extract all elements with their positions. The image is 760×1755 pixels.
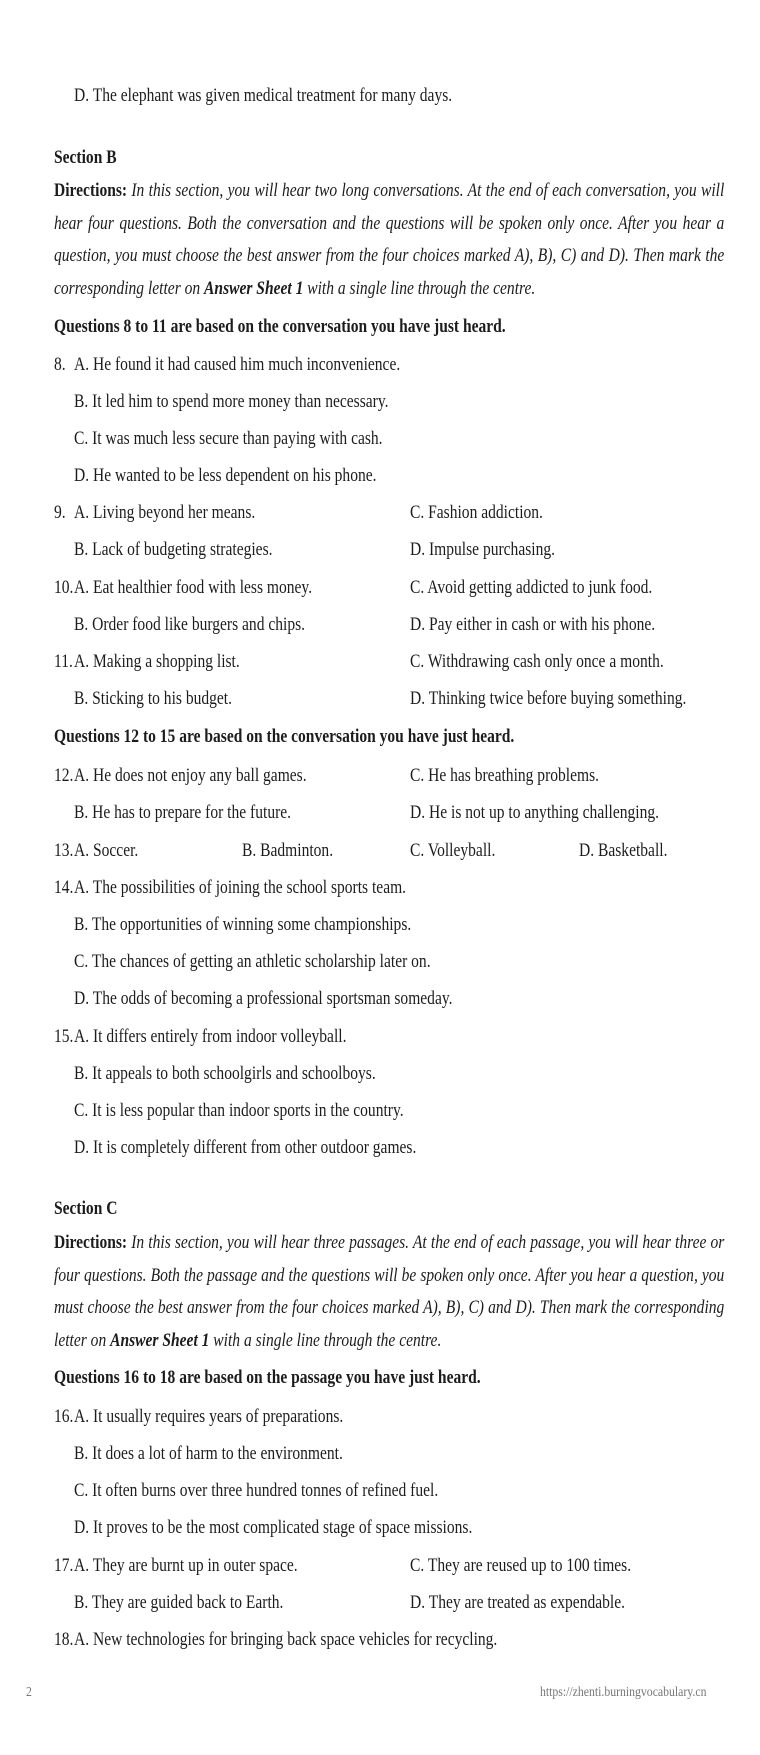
q9-option-d: D. Impulse purchasing.	[410, 540, 556, 560]
question-number: 9.	[54, 503, 66, 523]
q11-option-a: A. Making a shopping list.	[74, 652, 240, 672]
q12-option-c: C. He has breathing problems.	[410, 766, 600, 786]
question-group-heading: Questions 16 to 18 are based on the passage you have just heard.	[54, 1368, 481, 1388]
q13-option-d: D. Basketball.	[579, 841, 668, 861]
q11-option-d: D. Thinking twice before buying something.	[410, 689, 687, 709]
section-b-title: Section B	[54, 148, 117, 168]
q16-option-d: D. It proves to be the most complicated stage of space missions.	[74, 1518, 473, 1538]
q10-option-d: D. Pay either in cash or with his phone.	[410, 615, 656, 635]
q15-option-d: D. It is completely different from other outdoor games.	[74, 1138, 417, 1158]
directions-label: Directions:	[54, 181, 128, 201]
q8-option-b: B. It led him to spend more money than necessary.	[74, 392, 389, 412]
section-c-directions	[54, 1227, 724, 1357]
directions-text: In this section, you will hear two long conversations. At the end of each conversation, you will hear four questions. Both the conversation and the questions will be spoken only once. After you hear a question, you must choose the best answer from the four choices marked A), B), C) and D). Then mark the corresponding letter on	[54, 181, 725, 299]
q11-option-c: C. Withdrawing cash only once a month.	[410, 652, 664, 672]
source-url[interactable]: https://zhenti.burningvocabulary.cn	[540, 1685, 707, 1700]
question-number: 18.	[54, 1630, 74, 1650]
question-number: 14.	[54, 878, 74, 898]
q14-option-a: A. The possibilities of joining the school sports team.	[74, 878, 407, 898]
question-number: 15.	[54, 1027, 74, 1047]
answer-sheet-label: Answer Sheet 1	[204, 278, 304, 299]
question-number: 10.	[54, 578, 74, 598]
question-number: 17.	[54, 1556, 74, 1576]
q9-option-c: C. Fashion addiction.	[410, 503, 543, 523]
page-number: 2	[26, 1685, 32, 1700]
q17-option-b: B. They are guided back to Earth.	[74, 1593, 284, 1613]
directions-text-end: with a single line through the centre.	[303, 278, 536, 299]
directions-text: In this section, you will hear three passages. At the end of each passage, you will hear three or four questions. Both the passage and the questions will be spoken only once. After you hear a question, you must choose the best answer from the four choices marked A), B), C) and D). Then mark the corresponding letter on	[54, 1233, 725, 1351]
q13-option-a: A. Soccer.	[74, 841, 139, 861]
directions-label: Directions:	[54, 1233, 128, 1253]
q18-option-a: A. New technologies for bringing back space vehicles for recycling.	[74, 1630, 498, 1650]
q15-option-c: C. It is less popular than indoor sports in the country.	[74, 1101, 404, 1121]
q12-option-d: D. He is not up to anything challenging.	[410, 803, 660, 823]
question-group-heading: Questions 12 to 15 are based on the conversation you have just heard.	[54, 727, 515, 747]
q15-option-a: A. It differs entirely from indoor volleyball.	[74, 1027, 347, 1047]
q14-option-d: D. The odds of becoming a professional sportsman someday.	[74, 989, 453, 1009]
question-number: 12.	[54, 766, 74, 786]
q17-option-d: D. They are treated as expendable.	[410, 1593, 626, 1613]
directions-text-end: with a single line through the centre.	[209, 1330, 442, 1351]
q13-option-c: C. Volleyball.	[410, 841, 496, 861]
q17-option-c: C. They are reused up to 100 times.	[410, 1556, 632, 1576]
q15-option-b: B. It appeals to both schoolgirls and schoolboys.	[74, 1064, 376, 1084]
q14-option-b: B. The opportunities of winning some championships.	[74, 915, 412, 935]
q12-option-a: A. He does not enjoy any ball games.	[74, 766, 307, 786]
q8-option-c: C. It was much less secure than paying with cash.	[74, 429, 383, 449]
q13-option-b: B. Badminton.	[242, 841, 334, 861]
q10-option-c: C. Avoid getting addicted to junk food.	[410, 578, 653, 598]
q12-option-b: B. He has to prepare for the future.	[74, 803, 292, 823]
question-number: 8.	[54, 355, 66, 375]
q11-option-b: B. Sticking to his budget.	[74, 689, 232, 709]
q16-option-b: B. It does a lot of harm to the environment.	[74, 1444, 343, 1464]
question-number: 11.	[54, 652, 73, 672]
section-b-directions	[54, 175, 724, 305]
q16-option-c: C. It often burns over three hundred tonnes of refined fuel.	[74, 1481, 439, 1501]
q10-option-a: A. Eat healthier food with less money.	[74, 578, 313, 598]
section-c-title: Section C	[54, 1199, 118, 1219]
q7-option-d: D. The elephant was given medical treatment for many days.	[74, 86, 453, 106]
q10-option-b: B. Order food like burgers and chips.	[74, 615, 306, 635]
q9-option-b: B. Lack of budgeting strategies.	[74, 540, 273, 560]
q8-option-a: A. He found it had caused him much inconvenience.	[74, 355, 401, 375]
question-number: 13.	[54, 841, 74, 861]
question-group-heading: Questions 8 to 11 are based on the conversation you have just heard.	[54, 317, 506, 337]
q9-option-a: A. Living beyond her means.	[74, 503, 256, 523]
q8-option-d: D. He wanted to be less dependent on his phone.	[74, 466, 377, 486]
q14-option-c: C. The chances of getting an athletic scholarship later on.	[74, 952, 431, 972]
answer-sheet-label: Answer Sheet 1	[110, 1330, 210, 1351]
question-number: 16.	[54, 1407, 74, 1427]
q17-option-a: A. They are burnt up in outer space.	[74, 1556, 298, 1576]
q16-option-a: A. It usually requires years of preparations.	[74, 1407, 344, 1427]
